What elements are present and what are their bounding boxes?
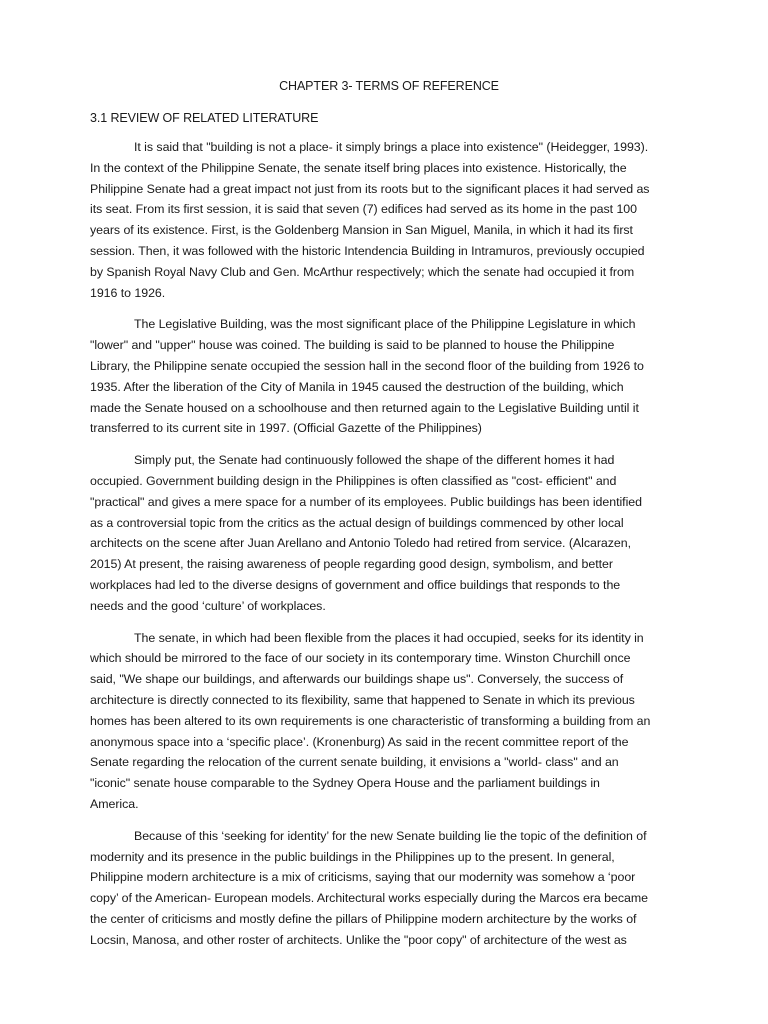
paragraph xyxy=(90,137,680,303)
chapter-title: CHAPTER 3- TERMS OF REFERENCE xyxy=(279,79,499,93)
text-line: Senate regarding the relocation of the current senate building, it envisions a "world- class" and an xyxy=(90,755,619,770)
text-line: which should be mirrored to the face of our society in its contemporary time. Winston Churchill once xyxy=(90,651,631,666)
paragraph xyxy=(90,450,680,616)
text-line: 1935. After the liberation of the City of Manila in 1945 caused the destruction of the building, which xyxy=(90,379,624,394)
text-line: Locsin, Manosa, and other roster of architects. Unlike the "poor copy" of architecture of the west as xyxy=(90,932,627,947)
text-line: Because of this ‘seeking for identity’ for the new Senate building lie the topic of the definition of xyxy=(134,828,647,843)
text-line: "lower" and "upper" house was coined. The building is said to be planned to house the Philippine xyxy=(90,338,615,353)
text-line: by Spanish Royal Navy Club and Gen. McArthur respectively; which the senate had occupied it from xyxy=(90,264,635,279)
text-line: workplaces had led to the diverse designs of government and office buildings that responds to the xyxy=(90,577,621,592)
text-line: Simply put, the Senate had continuously followed the shape of the different homes it had xyxy=(134,453,615,468)
text-line: copy’ of the American- European models. Architectural works especially during the Marcos era became xyxy=(90,891,648,906)
text-line: session. Then, it was followed with the historic Intendencia Building in Intramuros, previously occupied xyxy=(90,243,645,258)
text-line: The senate, in which had been flexible from the places it had occupied, seeks for its identity in xyxy=(134,630,644,645)
text-line: anonymous space into a ‘specific place’. (Kronenburg) As said in the recent committee report of the xyxy=(90,734,629,749)
text-line: architects on the scene after Juan Arellano and Antonio Toledo had retired from service. (Alcarazen, xyxy=(90,536,631,551)
paragraph xyxy=(90,314,680,439)
text-line: transferred to its current site in 1997. (Official Gazette of the Philippines) xyxy=(90,421,482,436)
text-line: 2015) At present, the raising awareness of people regarding good design, symbolism, and better xyxy=(90,557,613,572)
text-line: Library, the Philippine senate occupied the session hall in the second floor of the building from 1926 to xyxy=(90,358,644,373)
body-text xyxy=(90,137,680,961)
text-line: "iconic" senate house comparable to the Sydney Opera House and the parliament buildings in xyxy=(90,776,600,791)
text-line: America. xyxy=(90,796,139,811)
text-line: homes has been altered to its own requirements is one characteristic of transforming a building from an xyxy=(90,713,651,728)
text-line: made the Senate housed on a schoolhouse and then returned again to the Legislative Building until it xyxy=(90,400,639,415)
paragraph xyxy=(90,826,680,951)
text-line: It is said that "building is not a place- it simply brings a place into existence" (Heidegger, 1993). xyxy=(134,140,649,154)
text-line: The Legislative Building, was the most significant place of the Philippine Legislature in which xyxy=(134,317,636,332)
section-heading: 3.1 REVIEW OF RELATED LITERATURE xyxy=(90,111,319,125)
text-line: "practical" and gives a mere space for a number of its employees. Public buildings has been identified xyxy=(90,494,642,509)
text-line: Philippine modern architecture is a mix of criticisms, saying that our modernity was somehow a ‘poor xyxy=(90,870,636,885)
paragraph xyxy=(90,628,680,815)
text-line: Philippine Senate had a great impact not just from its roots but to the significant places it had served as xyxy=(90,181,650,196)
text-line: as a controversial topic from the critics as the actual design of buildings commenced by other local xyxy=(90,515,624,530)
text-line: occupied. Government building design in the Philippines is often classified as "cost- efficient" and xyxy=(90,473,617,488)
text-line: modernity and its presence in the public buildings in the Philippines up to the present. In general, xyxy=(90,849,615,864)
text-line: In the context of the Philippine Senate, the senate itself bring places into existence. Historically, the xyxy=(90,160,627,175)
text-line: 1916 to 1926. xyxy=(90,285,166,300)
text-line: said, "We shape our buildings, and afterwards our buildings shape us". Conversely, the success of xyxy=(90,672,624,687)
text-line: the center of criticisms and mostly define the pillars of Philippine modern architecture by the works of xyxy=(90,911,637,926)
text-line: its seat. From its first session, it is said that seven (7) edifices had served as its home in the past 100 xyxy=(90,202,637,217)
text-line: architecture is directly connected to its flexibility, same that happened to Senate in which its previous xyxy=(90,692,635,707)
text-line: needs and the good ‘culture’ of workplaces. xyxy=(90,598,326,613)
text-line: years of its existence. First, is the Goldenberg Mansion in San Miguel, Manila, in which it had its first xyxy=(90,223,633,238)
